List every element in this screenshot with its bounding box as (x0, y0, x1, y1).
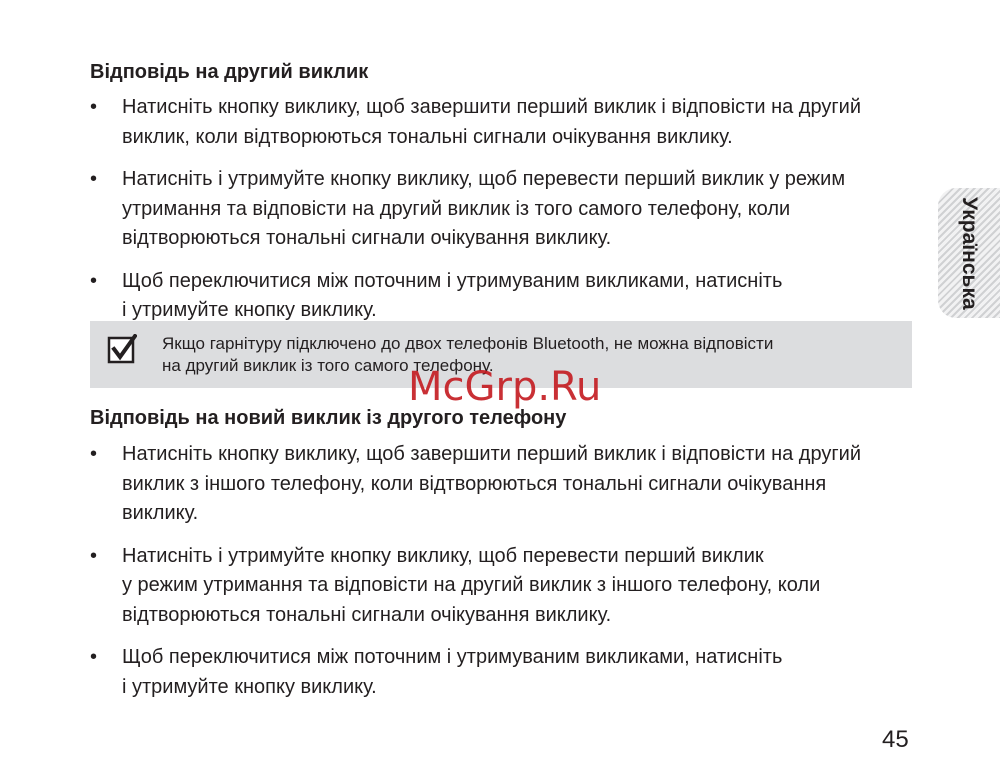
text-line: і утримуйте кнопку виклику. (122, 675, 377, 698)
bullet-dot: • (90, 96, 98, 118)
list-item (90, 165, 920, 254)
bullet-list-new-call (90, 440, 920, 715)
bullet-dot: • (90, 269, 98, 292)
list-item (90, 542, 920, 631)
note-line: Якщо гарнітуру підключено до двох телефонів Bluetooth, не можна відповісти (162, 334, 774, 353)
watermark: McGrp.Ru (408, 364, 602, 410)
text-line: відтворюються тональні сигнали очікування виклику. (122, 603, 612, 626)
text-line: виклик, коли відтворюються тональні сигнали очікування виклику. (122, 125, 733, 148)
text-line: Натисніть і утримуйте кнопку виклику, щоб перевести перший виклик у режим (122, 168, 846, 190)
list-item (90, 267, 920, 326)
list-item (90, 643, 920, 702)
section-heading-new-call: Відповідь на новий виклик із другого телефону (90, 407, 567, 429)
bullet-dot: • (90, 443, 98, 465)
text-line: Щоб переключитися між поточним і утримуваним викликами, натисніть (122, 646, 783, 668)
list-item (90, 93, 920, 152)
text-line: Натисніть і утримуйте кнопку виклику, щоб перевести перший виклик (122, 544, 764, 567)
text-line: Натисніть кнопку виклику, щоб завершити перший виклик і відповісти на другий (122, 96, 861, 118)
language-side-tab-label: Українська (958, 196, 981, 310)
section-heading-second-call: Відповідь на другий виклик (90, 61, 369, 83)
text-line: у режим утримання та відповісти на другий виклик з іншого телефону, коли (122, 574, 821, 596)
bullet-list-second-call (90, 93, 920, 339)
note-line: на другий виклик із того самого телефону. (162, 356, 494, 375)
text-line: Щоб переключитися між поточним і утримуваним викликами, натисніть (122, 269, 783, 292)
page-number: 45 (882, 726, 909, 753)
bullet-dot: • (90, 544, 98, 567)
text-line: виклик з іншого телефону, коли відтворюються тональні сигнали очікування (122, 472, 827, 495)
text-line: Натисніть кнопку виклику, щоб завершити перший виклик і відповісти на другий (122, 443, 861, 465)
text-line: утримання та відповісти на другий виклик із того самого телефону, коли (122, 197, 791, 220)
bullet-dot: • (90, 646, 98, 668)
text-line: відтворюються тональні сигнали очікування виклику. (122, 227, 612, 249)
text-line: і утримуйте кнопку виклику. (122, 299, 377, 321)
text-line: виклику. (122, 502, 199, 524)
bullet-dot: • (90, 168, 98, 190)
list-item (90, 440, 920, 529)
checkbox-note-icon (107, 334, 137, 364)
